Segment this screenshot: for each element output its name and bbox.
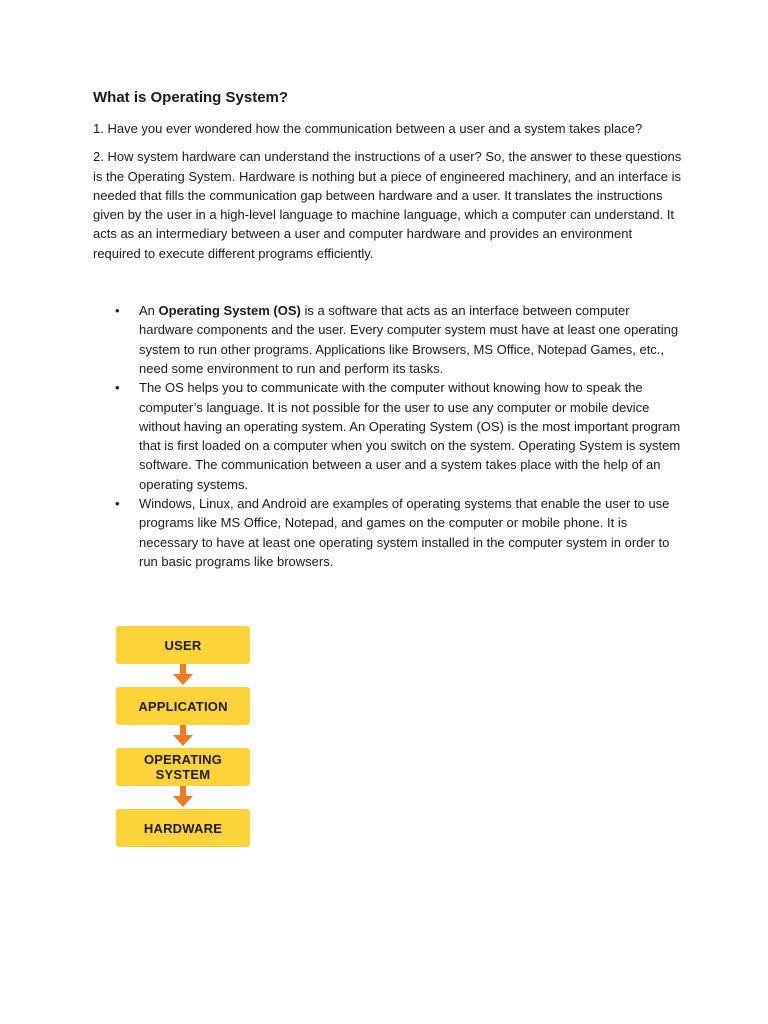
bullet-bold-term: Operating System (OS) xyxy=(158,303,301,319)
diagram-box-label: APPLICATION xyxy=(138,698,228,714)
paragraph-answer: 2. How system hardware can understand the instructions of a user? So, the answer to these questions is the Operating System. Hardware is nothing but a piece of engineered machinery, and an interface is needed that fills the communication gap between hardware and a user. It translates the instructions given by the user in a high-level language to machine language, which a computer can understand. It acts as an intermediary between a user and computer hardware and provides an environment required to execute different programs efficiently. xyxy=(93,149,682,261)
document-title: What is Operating System? xyxy=(93,89,289,106)
bullet-text: Windows, Linux, and Android are examples of operating systems that enable the user to use programs like MS Office, Notepad, and games on the computer or mobile phone. It is necessary to have at least one operating system installed in the computer system in order to run basic programs like browsers. xyxy=(139,496,670,569)
diagram-box-label: HARDWARE xyxy=(143,820,223,836)
diagram-box-label-line2: SYSTEM xyxy=(155,767,211,782)
diagram-box-user xyxy=(116,626,250,664)
bullet-dot-icon: • xyxy=(115,496,120,512)
bullet-dot-icon: • xyxy=(115,303,120,319)
bullet-dot-icon: • xyxy=(115,380,120,396)
diagram-box-label: USER xyxy=(164,637,202,653)
down-arrow-icon xyxy=(116,786,250,809)
bullet-list xyxy=(93,301,683,571)
bullet-text: The OS helps you to communicate with the computer without knowing how to speak the computer’s language. It is not possible for the user to use any computer or mobile device without having an operating system. An Operating System (OS) is the most important program that is first loaded on a computer when you switch on the system. Operating System is system software. The communication between a user and a system takes place with the help of an operating systems. xyxy=(139,380,681,492)
bullet-item-definition xyxy=(93,301,683,378)
diagram-box-label: OPERATING xyxy=(143,752,223,767)
paragraph-question: 1. Have you ever wondered how the communication between a user and a system takes place? xyxy=(93,121,643,136)
bullet-lead-text: An xyxy=(139,303,159,319)
os-layer-diagram xyxy=(116,626,250,847)
diagram-box-operating-system xyxy=(116,748,250,786)
diagram-box-hardware xyxy=(116,809,250,847)
down-arrow-icon xyxy=(116,725,250,748)
bullet-rest-text: is a software that acts as an interface between computer hardware components and the user. Every computer system must have at least one operating system to run other programs. Applications like Browsers, MS Office, Notepad Games, etc., need some environment to run and perform its tasks. xyxy=(139,303,679,376)
document-body xyxy=(93,88,683,571)
bullet-item-communication xyxy=(93,378,683,494)
diagram-box-application xyxy=(116,687,250,725)
down-arrow-icon xyxy=(116,664,250,687)
bullet-item-examples xyxy=(93,494,683,571)
